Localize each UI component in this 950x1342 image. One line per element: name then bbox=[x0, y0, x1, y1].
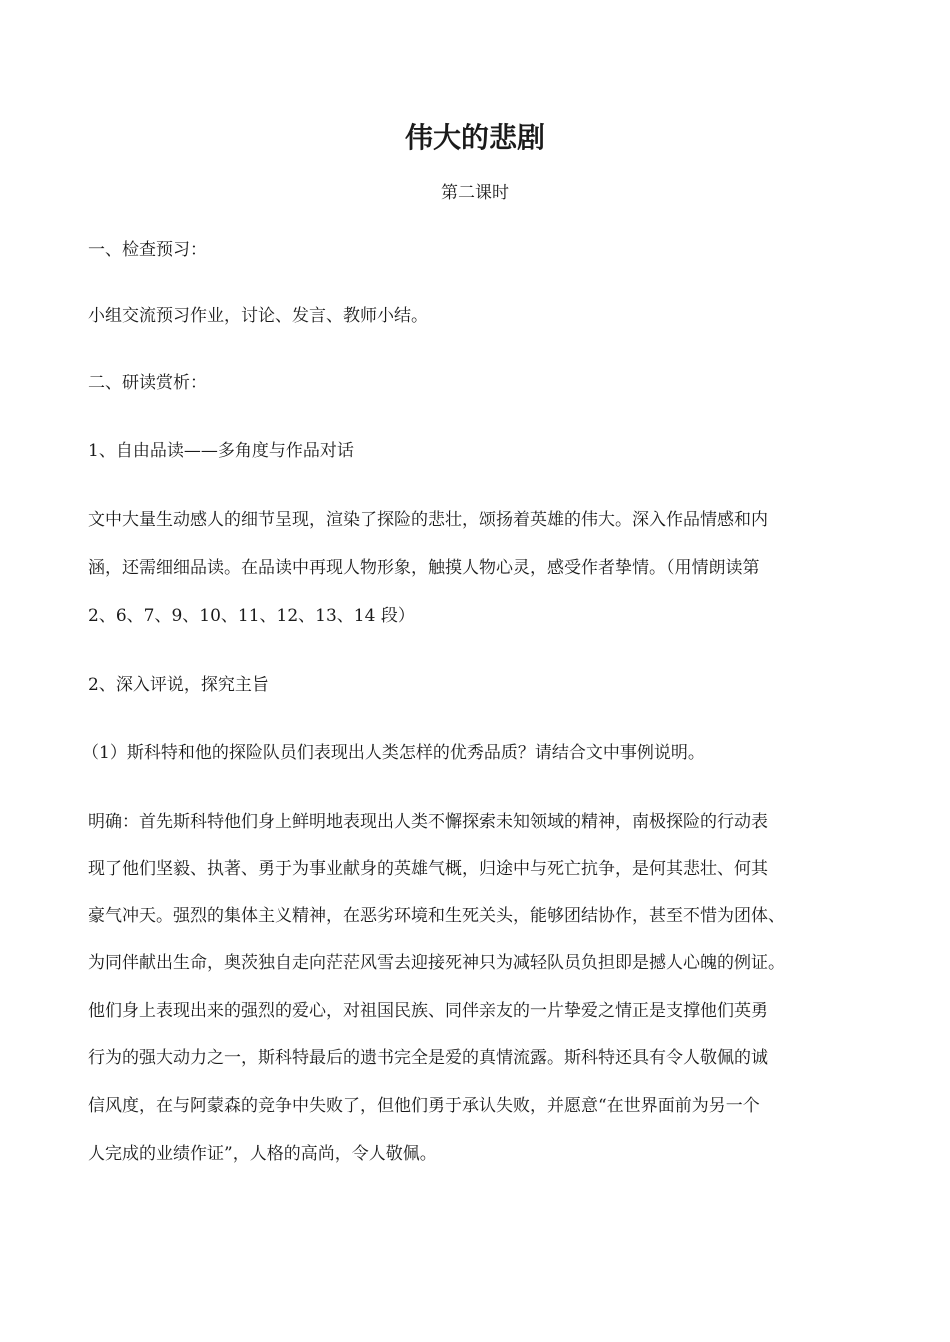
answer1-line: 人完成的业绩作证”，人格的高尚，令人敬佩。 bbox=[88, 1144, 437, 1164]
answer1-line: 现了他们坚毅、执著、勇于为事业献身的英雄气概，归途中与死亡抗争，是何其悲壮、何其 bbox=[88, 859, 768, 879]
section2-heading: 二、研读赏析： bbox=[88, 373, 207, 393]
section1-text: 小组交流预习作业，讨论、发言、教师小结。 bbox=[88, 306, 428, 326]
question1: （1）斯科特和他的探险队员们表现出人类怎样的优秀品质？请结合文中事例说明。 bbox=[82, 743, 705, 763]
answer1-line: 为同伴献出生命，奥茨独自走向茫茫风雪去迎接死神只为减轻队员负担即是撼人心魄的例证。 bbox=[88, 953, 785, 973]
document-subtitle: 第二课时 bbox=[441, 183, 509, 203]
section1-heading: 一、检查预习： bbox=[88, 240, 207, 260]
answer1-line: 豪气冲天。强烈的集体主义精神，在恶劣环境和生死关头，能够团结协作，甚至不惜为团体、 bbox=[88, 906, 785, 926]
item1-line: 涵，还需细细品读。在品读中再现人物形象，触摸人物心灵，感受作者挚情。（用情朗读第 bbox=[88, 558, 760, 578]
document-title: 伟大的悲剧 bbox=[404, 121, 545, 154]
answer1-line: 明确：首先斯科特他们身上鲜明地表现出人类不懈探索未知领域的精神，南极探险的行动表 bbox=[88, 812, 768, 832]
item1-line: 文中大量生动感人的细节呈现，渲染了探险的悲壮，颂扬着英雄的伟大。深入作品情感和内 bbox=[88, 510, 768, 530]
answer1-line: 他们身上表现出来的强烈的爱心，对祖国民族、同伴亲友的一片挚爱之情正是支撑他们英勇 bbox=[88, 1001, 768, 1021]
answer1-line: 行为的强大动力之一，斯科特最后的遗书完全是爱的真情流露。斯科特还具有令人敬佩的诚 bbox=[88, 1048, 768, 1068]
item1-line: 2、6、7、9、10、11、12、13、14 段） bbox=[88, 606, 415, 626]
item1-heading: 1、自由品读——多角度与作品对话 bbox=[88, 441, 354, 461]
item2-heading: 2、深入评说，探究主旨 bbox=[88, 675, 269, 695]
answer1-line: 信风度，在与阿蒙森的竞争中失败了，但他们勇于承认失败，并愿意“在世界面前为另一个 bbox=[88, 1096, 760, 1116]
